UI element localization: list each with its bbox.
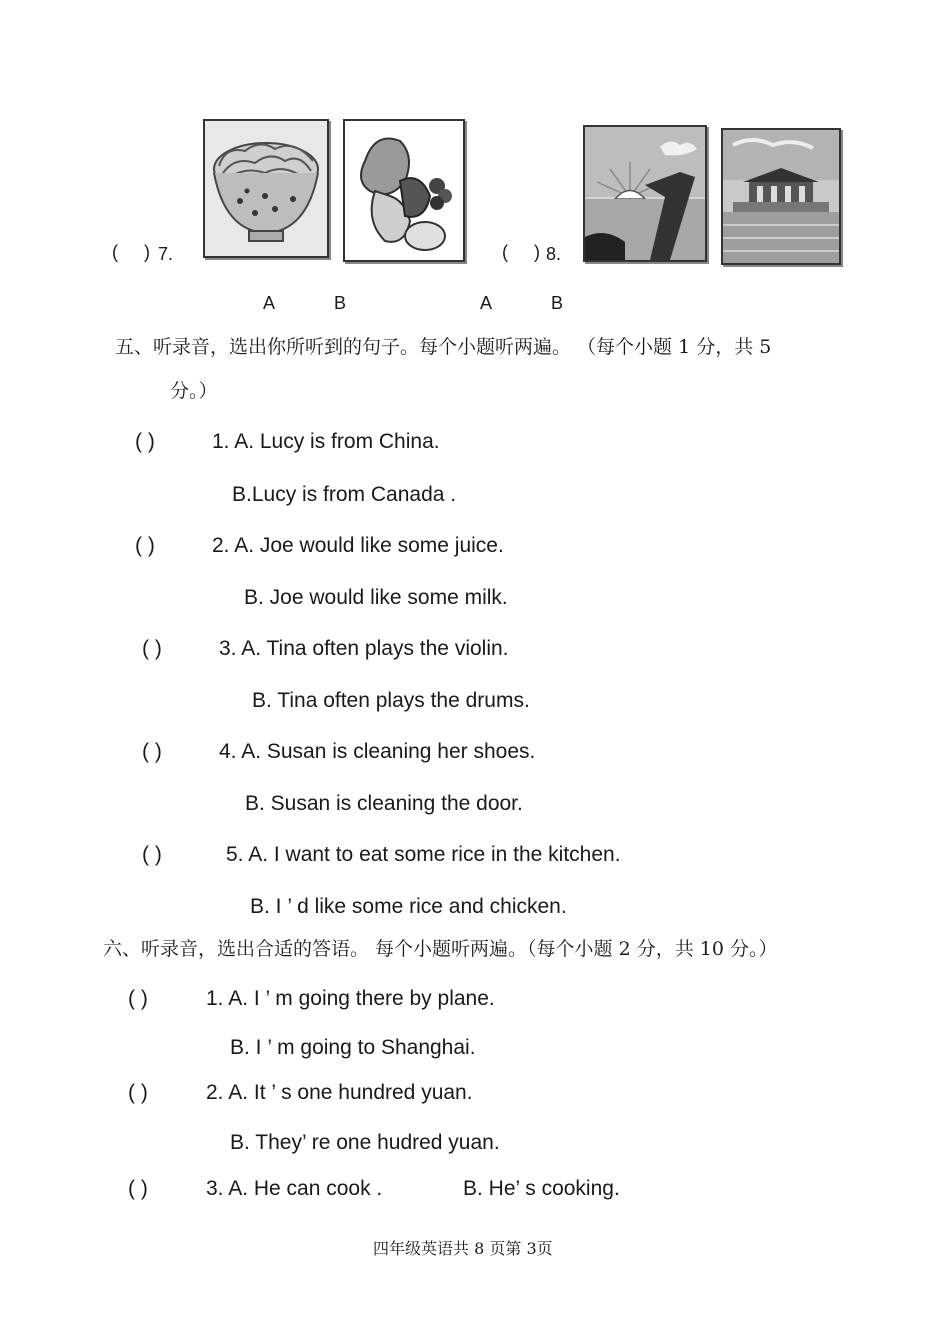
s5-q3-option-b: B. Tina often plays the drums. [252,689,530,712]
palace-museum-picture [721,128,841,265]
q8-paren-close: ) [534,242,540,262]
noodle-bowl-icon [205,121,327,256]
section6-heading: 六、听录音，选出合适的答语。 每个小题听两遍。（每个小题 2 分，共 10 分。） [103,938,778,960]
s5-q4-answer-paren[interactable]: ( ) [142,740,162,763]
q7-paren-open: ( [112,242,118,262]
section5-heading: 五、听录音，选出你所听到的句子。每个小题听两遍。 （每个小题 1 分，共 5 [115,336,772,358]
q7-label-a: A [263,293,276,313]
q7-label-b: B [334,293,347,313]
q8-paren-open: ( [502,242,508,262]
section5-heading-cont: 分。） [170,380,218,402]
s6-q1-option-a: 1. A. I ’ m going there by plane. [206,987,495,1010]
landscape-icon [585,127,705,260]
s5-q3-option-a: 3. A. Tina often plays the violin. [219,637,509,660]
s5-q2-option-a: 2. A. Joe would like some juice. [212,534,504,557]
vegetables-icon [345,121,463,260]
vegetables-picture [343,119,465,262]
s5-q2-option-b: B. Joe would like some milk. [244,586,508,609]
s5-q1-option-b: B.Lucy is from Canada . [232,483,457,506]
s6-q2-option-a: 2. A. It ’ s one hundred yuan. [206,1081,473,1104]
s5-q4-option-b: B. Susan is cleaning the door. [245,792,523,815]
s5-q2-answer-paren[interactable]: ( ) [135,534,155,557]
noodle-bowl-picture [203,119,329,258]
page-footer: 四年级英语共 8 页第 3页 [373,1239,553,1258]
great-wall-sunrise-picture [583,125,707,262]
s5-q3-answer-paren[interactable]: ( ) [142,637,162,660]
s5-q5-answer-paren[interactable]: ( ) [142,843,162,866]
q8-number: 8. [546,244,562,264]
s5-q5-option-a: 5. A. I want to eat some rice in the kitchen. [226,843,621,866]
s6-q2-option-b: B. They’ re one hudred yuan. [230,1131,500,1154]
s6-q1-answer-paren[interactable]: ( ) [128,987,148,1010]
s6-q3-answer-paren[interactable]: ( ) [128,1177,148,1200]
q7-number: 7. [158,244,174,264]
s6-q3-option-a: 3. A. He can cook . [206,1177,383,1200]
s5-q5-option-b: B. I ’ d like some rice and chicken. [250,895,567,918]
q8-label-b: B [551,293,564,313]
s5-q4-option-a: 4. A. Susan is cleaning her shoes. [219,740,536,763]
s5-q1-option-a: 1. A. Lucy is from China. [212,430,440,453]
s6-q1-option-b: B. I ’ m going to Shanghai. [230,1036,476,1059]
q7-paren-close: ) [144,242,150,262]
palace-icon [723,130,839,263]
s5-q1-answer-paren[interactable]: ( ) [135,430,155,453]
q8-label-a: A [480,293,493,313]
s6-q2-answer-paren[interactable]: ( ) [128,1081,148,1104]
s6-q3-option-b: B. He’ s cooking. [463,1177,620,1200]
